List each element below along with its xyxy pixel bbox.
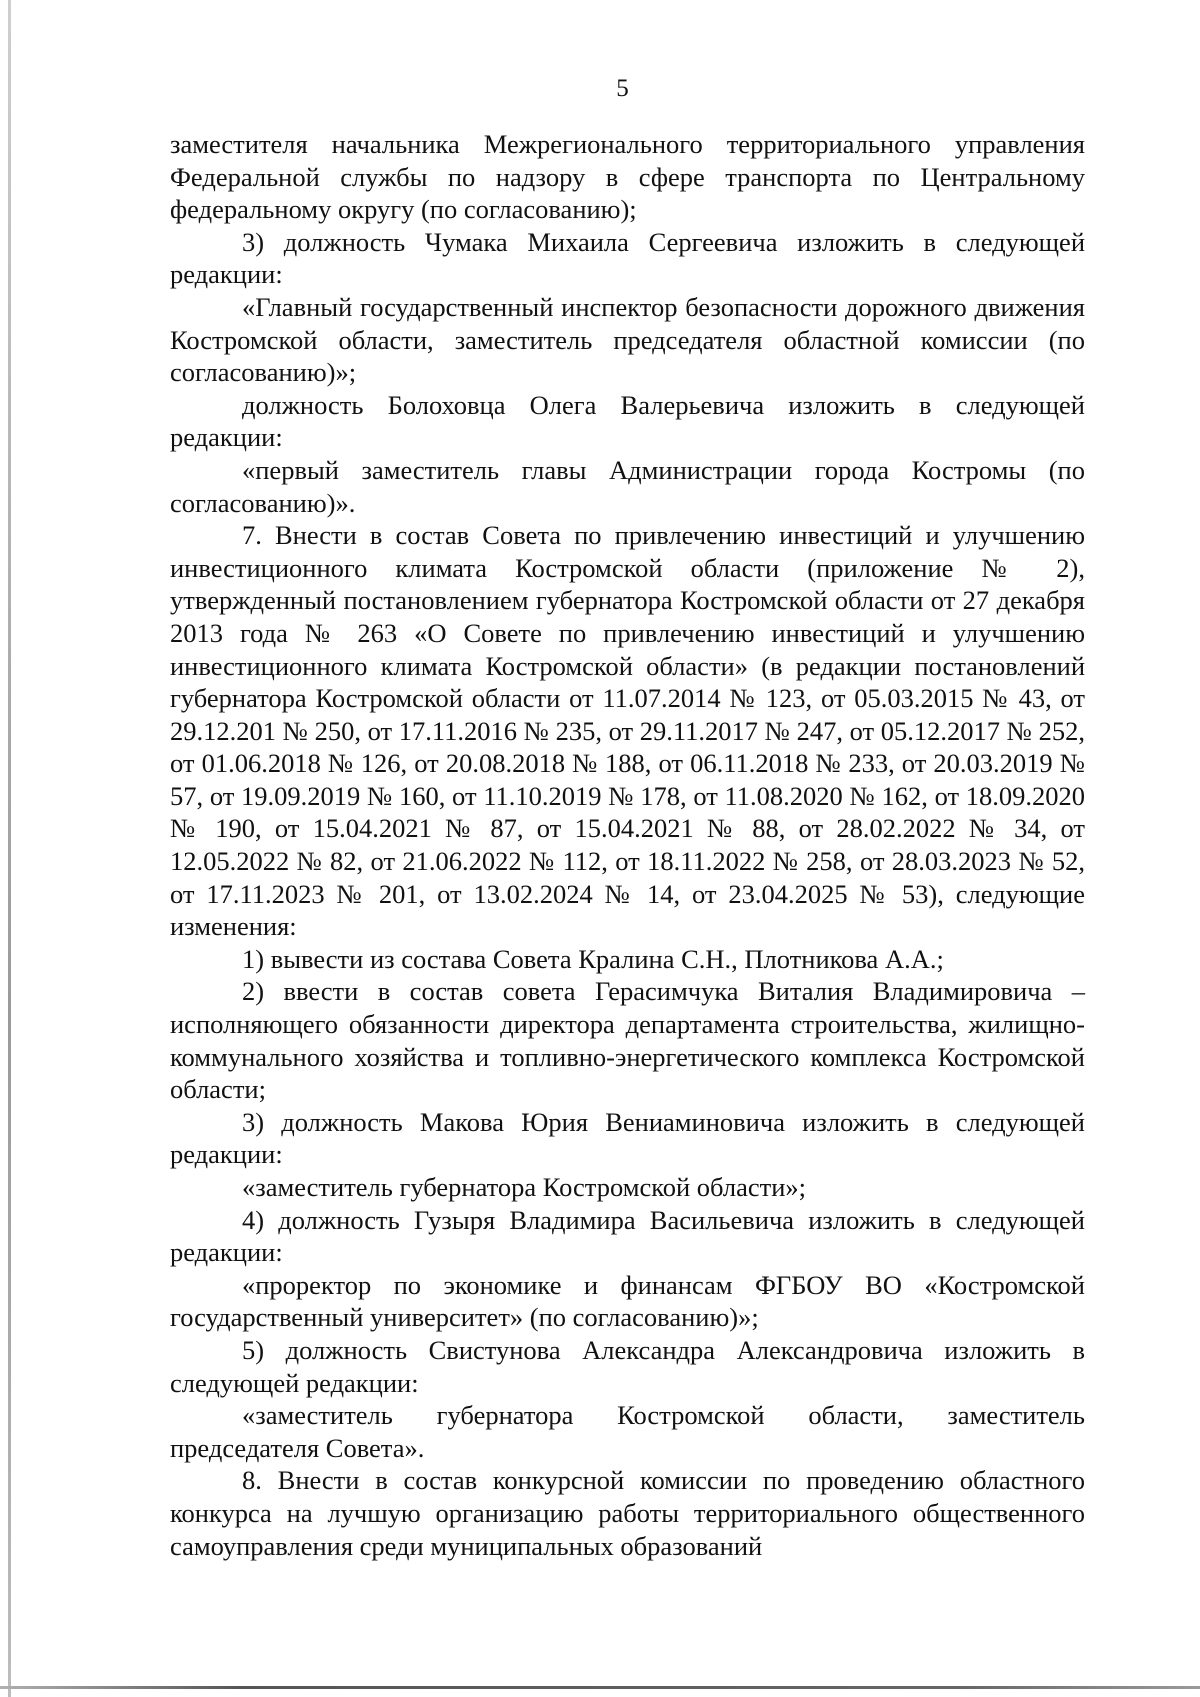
paragraph-quote-makov: «заместитель губернатора Костромской области»; <box>242 1172 807 1202</box>
paragraph-item-8: 8. Внести в состав конкурсной комиссии по проведению областного конкурса на лучшую организацию работы территориального общественного самоуправления среди муниципальных образований <box>170 1465 1085 1561</box>
paragraph-continuation: заместителя начальника Межрегионального территориального управления Федеральной службы по надзору в сфере транспорта по Центральному федеральному округу (по согласованию); <box>170 129 1085 225</box>
paragraph-7-2: 2) ввести в состав совета Герасимчука Виталия Владимировича – исполняющего обязанности директора департамента строительства, жилищно-коммунального хозяйства и топливно-энергетического комплекса Костромской области; <box>170 976 1085 1105</box>
paragraph-quote-bolokhovets: «первый заместитель главы Администрации города Костромы (по согласованию)». <box>170 454 1085 518</box>
paragraph-quote-chumak: «Главный государственный инспектор безопасности дорожного движения Костромской области, заместитель председателя областной комиссии (по согласованию)»; <box>170 291 1085 388</box>
paragraph-7-4: 4) должность Гузыря Владимира Васильевича изложить в следующей редакции: <box>170 1204 1085 1268</box>
paragraph-7-1: 1) вывести из состава Совета Кралина С.Н., Плотникова А.А.; <box>242 943 944 974</box>
paragraph-item-3-chumak: 3) должность Чумака Михаила Сергеевича изложить в следующей редакции: <box>170 226 1085 290</box>
paragraph-item-7: 7. Внести в состав Совета по привлечению инвестиций и улучшению инвестиционного климата Костромской области (приложение № 2), утвержденный постановлением губернатора Костромской области от 27 декабря 2013 года № 263 «О Совете по привлечению инвестиций и улучшению инвестиционного климата Костромской области» (в редакции постановлений губернатора Костромской области от 11.07.2014 № 123, от 05.03.2015 № 43, от 29.12.201 № 250, от 17.11.2016 № 235, от 29.11.2017 № 247, от 05.12.2017 № 252, от 01.06.2018 № 126, от 20.08.2018 № 188, от 06.11.2018 № 233, от 20.03.2019 № 57, от 19.09.2019 № 160, от 11.10.2019 № 178, от 11.08.2020 № 162, от 18.09.2020 № 190, от 15.04.2021 № 87, от 15.04.2021 № 88, от 28.02.2022 № 34, от 12.05.2022 № 82, от 21.06.2022 № 112, от 18.11.2022 № 258, от 28.03.2023 № 52, от 17.11.2023 № 201, от 13.02.2024 № 14, от 23.04.2025 № 53), следующие изменения: <box>170 520 1085 942</box>
paragraph-quote-svistunov: «заместитель губернатора Костромской области, заместитель председателя Совета». <box>170 1400 1085 1463</box>
paragraph-bolokhovets: должность Болоховца Олега Валерьевича изложить в следующей редакции: <box>170 389 1085 453</box>
scan-bottom-edge <box>0 1686 1200 1689</box>
paragraph-7-3: 3) должность Макова Юрия Вениаминовича изложить в следующей редакции: <box>170 1106 1085 1170</box>
page-number: 5 <box>616 75 629 102</box>
scan-left-edge <box>8 0 11 1697</box>
paragraph-quote-guzyr: «проректор по экономике и финансам ФГБОУ ВО «Костромской государственный университет» (по согласованию)»; <box>170 1269 1085 1333</box>
document-body <box>170 128 1085 1562</box>
paragraph-7-5: 5) должность Свистунова Александра Александровича изложить в следующей редакции: <box>170 1334 1085 1398</box>
